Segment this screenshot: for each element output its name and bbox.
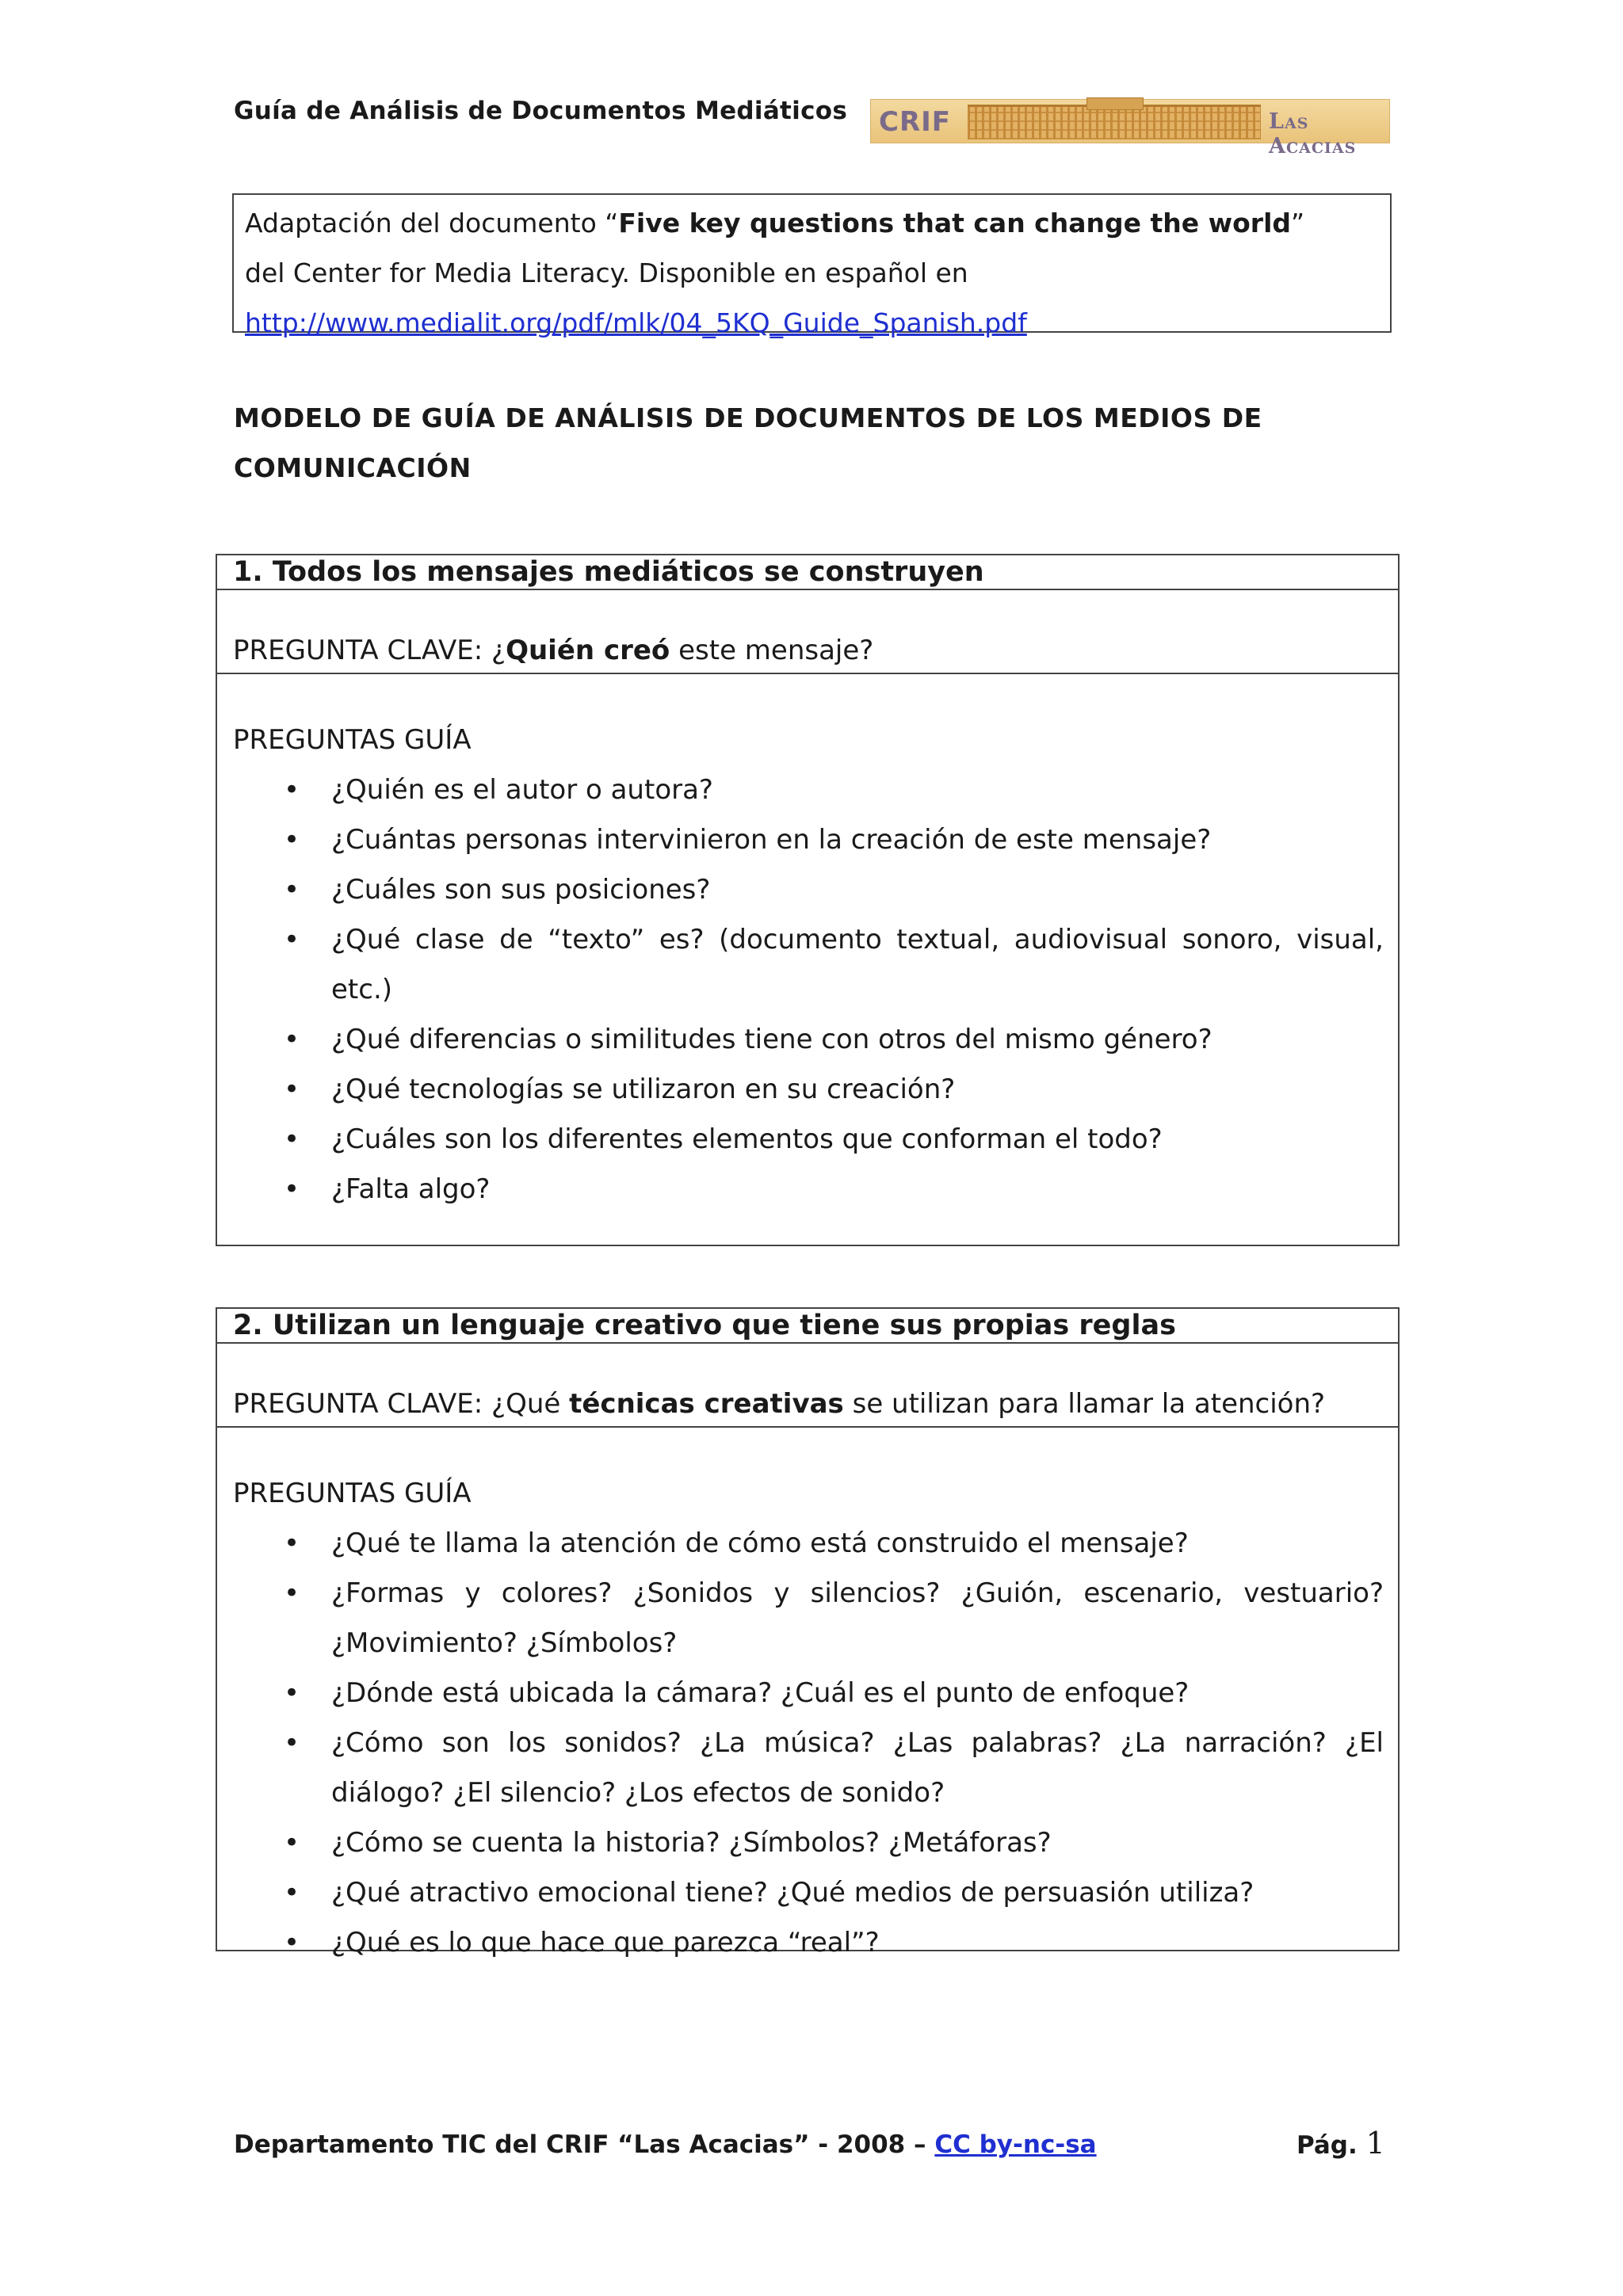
list-item: • ¿Dónde está ubicada la cámara? ¿Cuál es el punto de enfoque?: [233, 1669, 1384, 1718]
key-question: PREGUNTA CLAVE: ¿Qué técnicas creativas se utilizan para llamar la atención?: [217, 1344, 1398, 1428]
footer-text: Departamento TIC del CRIF “Las Acacias” - 2008 –: [234, 2130, 935, 2159]
page-indicator: [1296, 2126, 1385, 2161]
list-item: • ¿Qué te llama la atención de cómo está construido el mensaje?: [233, 1519, 1384, 1569]
list-item: • ¿Qué es lo que hace que parezca “real”?: [233, 1918, 1384, 1968]
source-line-2: del Center for Media Literacy. Disponible en español en: [245, 257, 968, 288]
license-link[interactable]: CC by-nc-sa: [934, 2130, 1097, 2159]
list-item: • ¿Qué clase de “texto” es? (documento textual, audiovisual sonoro, visual, etc.): [233, 915, 1384, 1015]
list-item: • ¿Qué diferencias o similitudes tiene con otros del mismo género?: [233, 1015, 1384, 1065]
crif-las-acacias-logo: [870, 99, 1390, 158]
list-item: • ¿Cómo son los sonidos? ¿La música? ¿Las palabras? ¿La narración? ¿El diálogo? ¿El silencio? ¿Los efectos de sonido?: [233, 1718, 1384, 1818]
list-item: • ¿Cuáles son sus posiciones?: [233, 865, 1384, 915]
question-list: [233, 1519, 1384, 1968]
question-list: [233, 765, 1384, 1215]
list-item: • ¿Falta algo?: [233, 1165, 1384, 1215]
header-title: Guía de Análisis de Documentos Mediáticos: [234, 97, 848, 125]
section-heading: 1. Todos los mensajes mediáticos se construyen: [217, 555, 1398, 590]
main-title: MODELO DE GUÍA DE ANÁLISIS DE DOCUMENTOS DE LOS MEDIOS DE COMUNICACIÓN: [234, 402, 1262, 483]
section-heading: 2. Utilizan un lenguaje creativo que tiene sus propias reglas: [217, 1309, 1398, 1344]
footer: [234, 2130, 1399, 2159]
logo-text-crif: CRIF: [879, 106, 952, 138]
section-2: [216, 1307, 1400, 1958]
page-label: Pág.: [1296, 2131, 1358, 2160]
key-question-emphasis: Quién creó: [506, 635, 670, 666]
list-item: • ¿Qué atractivo emocional tiene? ¿Qué medios de persuasión utiliza?: [233, 1868, 1384, 1918]
source-note-box: [232, 193, 1392, 338]
guide-label: PREGUNTAS GUÍA: [233, 1478, 472, 1509]
guide-questions: [217, 674, 1398, 1245]
list-item: • ¿Cuántas personas intervinieron en la creación de este mensaje?: [233, 815, 1384, 865]
building-icon: [968, 105, 1261, 139]
list-item: • ¿Formas y colores? ¿Sonidos y silencios? ¿Guión, escenario, vestuario? ¿Movimiento? ¿Símbolos?: [233, 1569, 1384, 1669]
source-line-1: Adaptación del documento “Five key questions that can change the world”: [245, 208, 1305, 238]
logo-text-las-acacias: Las Acacias: [1269, 109, 1357, 158]
key-question-emphasis: técnicas creativas: [569, 1388, 844, 1420]
page-number: 1: [1365, 2126, 1385, 2161]
guide-label: PREGUNTAS GUÍA: [233, 724, 472, 756]
key-question: PREGUNTA CLAVE: ¿Quién creó este mensaje?: [217, 590, 1398, 674]
source-document-title: Five key questions that can change the world: [618, 208, 1291, 238]
section-1: [216, 554, 1400, 1246]
list-item: • ¿Cómo se cuenta la historia? ¿Símbolos? ¿Metáforas?: [233, 1818, 1384, 1868]
list-item: • ¿Qué tecnologías se utilizaron en su creación?: [233, 1065, 1384, 1115]
source-pdf-link[interactable]: http://www.medialit.org/pdf/mlk/04_5KQ_Guide_Spanish.pdf: [245, 307, 1027, 338]
guide-questions: [217, 1428, 1398, 1958]
list-item: • ¿Quién es el autor o autora?: [233, 765, 1384, 815]
list-item: • ¿Cuáles son los diferentes elementos que conforman el todo?: [233, 1115, 1384, 1165]
